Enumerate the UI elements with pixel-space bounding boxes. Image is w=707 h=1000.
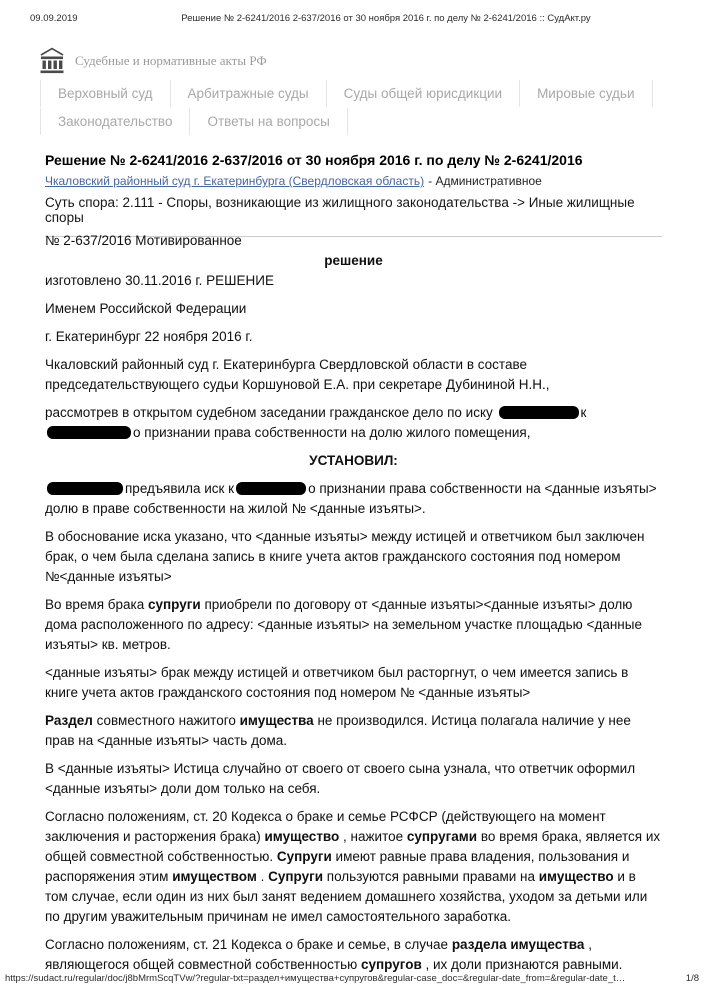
site-nav xyxy=(40,80,653,135)
case-type-label: - Административное xyxy=(428,174,542,188)
emphasized-text: супругами xyxy=(406,829,478,844)
document-body xyxy=(45,231,662,983)
emphasized-text: имуществом xyxy=(172,869,257,884)
paragraph: Согласно положениям, ст. 20 Кодекса о браке и семье РСФСР (действующего на момент заключения и расторжения брака) имущество , нажитое супругами во время брака, является их общей совместной собственностью. Супруги имеют равные права владения, пользования и распоряжения этим имуществом . Супруги пользуются равными правами на имущество и в том случае, если один из них был занят ведением домашнего хозяйства, уходом за детьми или по другим уважительным причинам не имел самостоятельного заработка. xyxy=(45,809,661,924)
page-number: 1/8 xyxy=(685,973,699,984)
case-title: Решение № 2-6241/2016 2-637/2016 от 30 ноября 2016 г. по делу № 2-6241/2016 xyxy=(45,152,583,168)
paragraph: Раздел совместного нажитого имущества не производился. Истица полагала наличие у нее прав на <данные изъяты> часть дома. xyxy=(45,713,631,748)
site-logo[interactable] xyxy=(38,47,267,74)
court-line xyxy=(45,174,662,188)
redaction-box xyxy=(236,482,306,495)
emphasized-text: УСТАНОВИЛ: xyxy=(309,453,398,468)
redaction-box xyxy=(47,482,123,495)
paragraph: предъявила иск к о признании права собственности на <данные изъяты> долю в праве собственности на жилой № <данные изъяты>. xyxy=(45,481,657,516)
emphasized-text: имущество xyxy=(264,829,340,844)
emphasized-text: имущество xyxy=(538,869,614,884)
print-title: Решение № 2-6241/2016 2-637/2016 от 30 ноября 2016 г. по делу № 2-6241/2016 :: СудАкт.ру xyxy=(181,13,591,24)
emphasized-text: супруги xyxy=(148,597,201,612)
emphasized-text: имущества xyxy=(239,713,314,728)
nav-item-magistrate-judges[interactable]: Мировые судьи xyxy=(519,80,652,107)
paragraph: г. Екатеринбург 22 ноября 2016 г. xyxy=(45,329,253,344)
nav-row-1 xyxy=(40,80,653,107)
nav-item-legislation[interactable]: Законодательство xyxy=(40,108,189,135)
emphasized-text: Супруги xyxy=(268,869,324,884)
print-header xyxy=(30,13,677,24)
paragraph: <данные изъяты> брак между истицей и ответчиком был расторгнут, о чем имеется запись в книге учета актов гражданского состояния под номером № <данные изъяты> xyxy=(45,665,629,700)
paragraph: рассмотрев в открытом судебном заседании гражданское дело по иску ко признании права собственности на долю жилого помещения, xyxy=(45,405,587,440)
dispute-subject: Суть спора: 2.111 - Споры, возникающие из жилищного законодательства -> Иные жилищные споры xyxy=(45,195,635,225)
nav-item-questions-answers[interactable]: Ответы на вопросы xyxy=(189,108,347,135)
paragraph: В обоснование иска указано, что <данные изъяты> между истицей и ответчиком был заключен брак, о чем была сделана запись в книге учета актов гражданского состояния под номером №<данные изъяты> xyxy=(45,529,645,584)
nav-item-supreme-court[interactable]: Верховный суд xyxy=(40,80,170,107)
emphasized-text: раздела имущества xyxy=(451,937,585,952)
emphasized-text: Раздел xyxy=(45,713,93,728)
nav-item-general-jurisdiction-courts[interactable]: Суды общей юрисдикции xyxy=(326,80,519,107)
redaction-box xyxy=(499,406,579,419)
footer-url: https://sudact.ru/regular/doc/j8bMrmScqTVw/?regular-txt=раздел+имущества+супругов&regular-case_doc=&regular-date_from=&regular-date_t… xyxy=(5,973,626,984)
nav-item-arbitration-courts[interactable]: Арбитражные суды xyxy=(170,80,326,107)
nav-row-2 xyxy=(40,108,653,135)
redaction-box xyxy=(47,426,131,439)
emphasized-text: супругов xyxy=(361,957,422,972)
paragraph xyxy=(45,251,662,271)
print-date: 09.09.2019 xyxy=(30,13,78,24)
emphasized-text: решение xyxy=(324,253,383,268)
paragraph: № 2-637/2016 Мотивированное xyxy=(45,233,242,248)
site-logo-text: Судебные и нормативные акты РФ xyxy=(75,52,267,68)
paragraph: Во время брака супруги приобрели по договору от <данные изъяты><данные изъяты> долю дома расположенного по адресу: <данные изъяты> на земельном участке площадью <данные изъяты> кв. метров. xyxy=(45,597,642,652)
paragraph: изготовлено 30.11.2016 г. РЕШЕНИЕ xyxy=(45,273,275,288)
paragraph xyxy=(45,451,662,471)
paragraph: Чкаловский районный суд г. Екатеринбурга Свердловской области в составе председательствующего судьи Коршуновой Е.А. при секретаре Дубининой Н.Н., xyxy=(45,357,550,392)
emphasized-text: Супруги xyxy=(276,849,332,864)
courthouse-icon xyxy=(38,47,66,74)
paragraph: В <данные изъяты> Истица случайно от своего от своего сына узнала, что ответчик оформил <данные изъяты> доли дом только на себя. xyxy=(45,761,636,796)
paragraph: Именем Российской Федерации xyxy=(45,301,247,316)
court-link[interactable]: Чкаловский районный суд г. Екатеринбурга (Свердловская область) xyxy=(45,174,425,188)
paragraph: Согласно положениям, ст. 21 Кодекса о браке и семье, в случае раздела имущества , являющегося общей совместной собственностью супругов , их доли признаются равными. xyxy=(45,937,623,972)
print-footer xyxy=(5,973,699,984)
